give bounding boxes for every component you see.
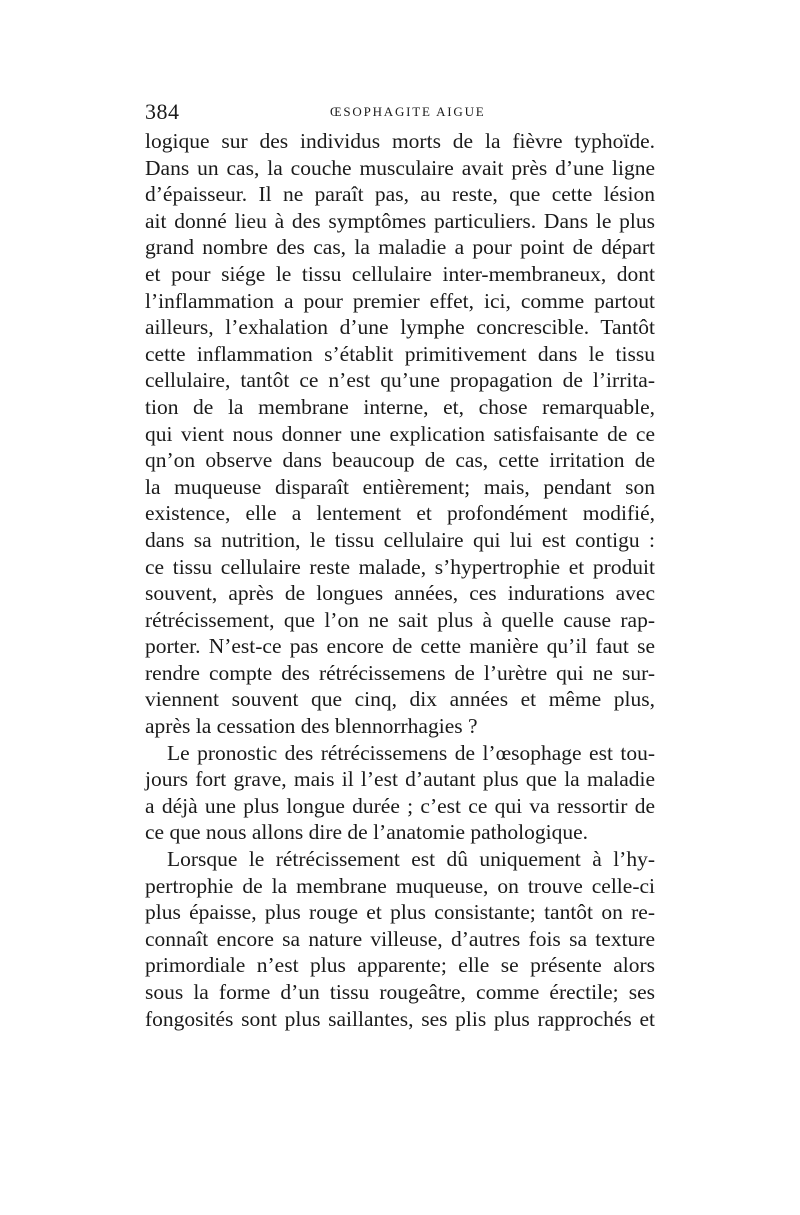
- text-line: qui vient nous donner une explication satisfaisante de ce: [145, 421, 655, 446]
- text-line: connaît encore sa nature villeuse, d’autres fois sa texture: [145, 926, 655, 951]
- text-line: primordiale n’est plus apparente; elle se présente alors: [145, 953, 655, 978]
- text-line: ce tissu cellulaire reste malade, s’hypertrophie et produit: [145, 554, 655, 579]
- text-line: jours fort grave, mais il l’est d’autant plus que la maladie: [145, 767, 655, 792]
- text-line: fongosités sont plus saillantes, ses plis plus rapprochés et: [145, 1006, 655, 1031]
- text-line: après la cessation des blennorrhagies ?: [145, 714, 478, 739]
- text-line: tion de la membrane interne, et, chose remarquable,: [145, 394, 655, 419]
- text-line: cette inflammation s’établit primitivement dans le tissu: [145, 341, 655, 366]
- text-line: la muqueuse disparaît entièrement; mais, pendant son: [145, 474, 655, 499]
- running-title: ŒSOPHAGITE AIGUE: [330, 104, 486, 119]
- text-line: Lorsque le rétrécissement est dû uniquement à l’hy-: [167, 847, 655, 872]
- running-head: [145, 98, 655, 126]
- text-line: sous la forme d’un tissu rougeâtre, comme érectile; ses: [145, 980, 655, 1004]
- text-line: pertrophie de la membrane muqueuse, on trouve celle-ci: [145, 873, 655, 898]
- text-line: ce que nous allons dire de l’anatomie pathologique.: [145, 820, 589, 845]
- text-line: plus épaisse, plus rouge et plus consistante; tantôt on re-: [145, 900, 655, 925]
- text-line: rendre compte des rétrécissemens de l’urètre qui ne sur-: [145, 660, 655, 685]
- text-line: existence, elle a lentement et profondément modifié,: [145, 501, 655, 526]
- text-line: viennent souvent que cinq, dix années et même plus,: [145, 687, 655, 712]
- body-text: [145, 128, 655, 1032]
- text-line: souvent, après de longues années, ces indurations avec: [145, 581, 655, 606]
- text-line: cellulaire, tantôt ce n’est qu’une propagation de l’irrita-: [145, 368, 655, 393]
- text-line: et pour siége le tissu cellulaire inter-membraneux, dont: [145, 261, 655, 286]
- text-line: ailleurs, l’exhalation d’une lymphe concrescible. Tantôt: [145, 315, 655, 340]
- text-line: qn’on observe dans beaucoup de cas, cette irritation de: [145, 448, 655, 473]
- text-line: d’épaisseur. Il ne paraît pas, au reste, que cette lésion: [145, 182, 655, 207]
- text-line: Dans un cas, la couche musculaire avait près d’une ligne: [145, 155, 655, 180]
- text-line: a déjà une plus longue durée ; c’est ce qui va ressortir de: [145, 793, 655, 818]
- text-line: ait donné lieu à des symptômes particuliers. Dans le plus: [145, 208, 655, 233]
- text-line: logique sur des individus morts de la fièvre typhoïde.: [145, 129, 655, 153]
- text-line: Le pronostic des rétrécissemens de l’œsophage est tou-: [167, 740, 655, 765]
- text-line: grand nombre des cas, la maladie a pour point de départ: [145, 235, 655, 260]
- text-line: porter. N’est-ce pas encore de cette manière qu’il faut se: [145, 634, 655, 659]
- text-line: rétrécissement, que l’on ne sait plus à quelle cause rap-: [145, 607, 655, 632]
- page-number: 384: [145, 99, 180, 124]
- text-line: l’inflammation a pour premier effet, ici, comme partout: [145, 288, 655, 313]
- text-line: dans sa nutrition, le tissu cellulaire qui lui est contigu :: [145, 527, 655, 552]
